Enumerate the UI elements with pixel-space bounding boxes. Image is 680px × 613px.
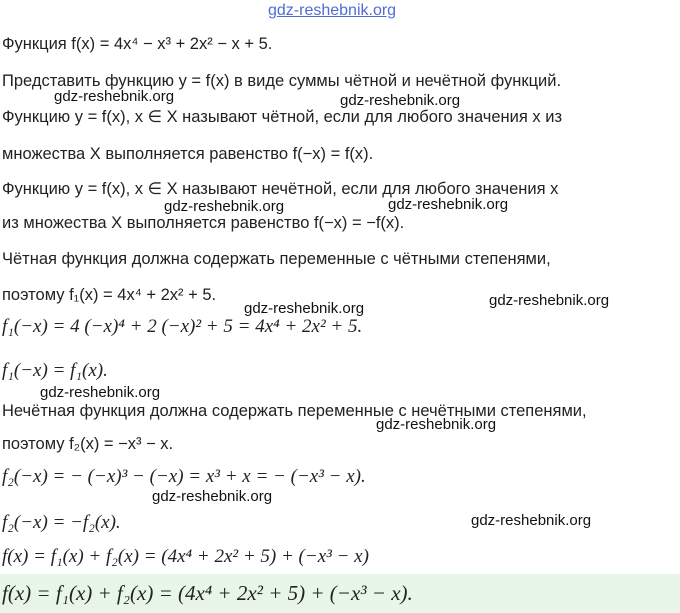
watermark: gdz-reshebnik.org (340, 92, 461, 109)
watermark: gdz-reshebnik.org (40, 384, 161, 401)
watermark: gdz-reshebnik.org (244, 300, 365, 317)
line-odd-def-1: Функцию y = f(x), x ∈ X называют нечётной, если для любого значения x (2, 180, 559, 198)
line-even-def-2: множества X выполняется равенство f(−x) = f(x). (2, 145, 374, 163)
line-odd-part-1: Нечётная функция должна содержать переменные с нечётными степенями, (2, 402, 587, 420)
watermark: gdz-reshebnik.org (54, 88, 175, 105)
line-odd-def-2: из множества X выполняется равенство f(−x) = −f(x). (2, 214, 405, 232)
watermark: gdz-reshebnik.org (152, 488, 273, 505)
line-odd-result: f₂(−x) = −f₂(x). (2, 512, 121, 533)
line-even-check: f₁(−x) = 4 (−x)⁴ + 2 (−x)² + 5 = 4x⁴ + 2x² + 5. (2, 316, 363, 337)
watermark-top[interactable]: gdz-reshebnik.org (268, 2, 397, 19)
watermark: gdz-reshebnik.org (376, 416, 497, 433)
line-even-part-1: Чётная функция должна содержать переменные с чётными степенями, (2, 250, 551, 268)
line-function: Функция f(x) = 4x⁴ − x³ + 2x² − x + 5. (2, 35, 273, 53)
line-odd-part-2: поэтому f₂(x) = −x³ − x. (2, 435, 174, 453)
watermark: gdz-reshebnik.org (164, 198, 285, 215)
line-even-part-2: поэтому f₁(x) = 4x⁴ + 2x² + 5. (2, 286, 217, 304)
line-sum: f(x) = f₁(x) + f₂(x) = (4x⁴ + 2x² + 5) + (−x³ − x) (2, 546, 369, 567)
watermark: gdz-reshebnik.org (388, 196, 509, 213)
watermark: gdz-reshebnik.org (471, 512, 592, 529)
line-even-def-1: Функцию y = f(x), x ∈ X называют чётной, если для любого значения x из (2, 108, 563, 126)
watermark: gdz-reshebnik.org (489, 292, 610, 309)
line-task: Представить функцию y = f(x) в виде суммы чётной и нечётной функций. (2, 72, 562, 90)
line-even-result: f₁(−x) = f₁(x). (2, 360, 108, 381)
line-answer: f(x) = f₁(x) + f₂(x) = (4x⁴ + 2x² + 5) + (−x³ − x). (2, 581, 413, 605)
line-odd-check: f₂(−x) = − (−x)³ − (−x) = x³ + x = − (−x³ − x). (2, 466, 366, 487)
